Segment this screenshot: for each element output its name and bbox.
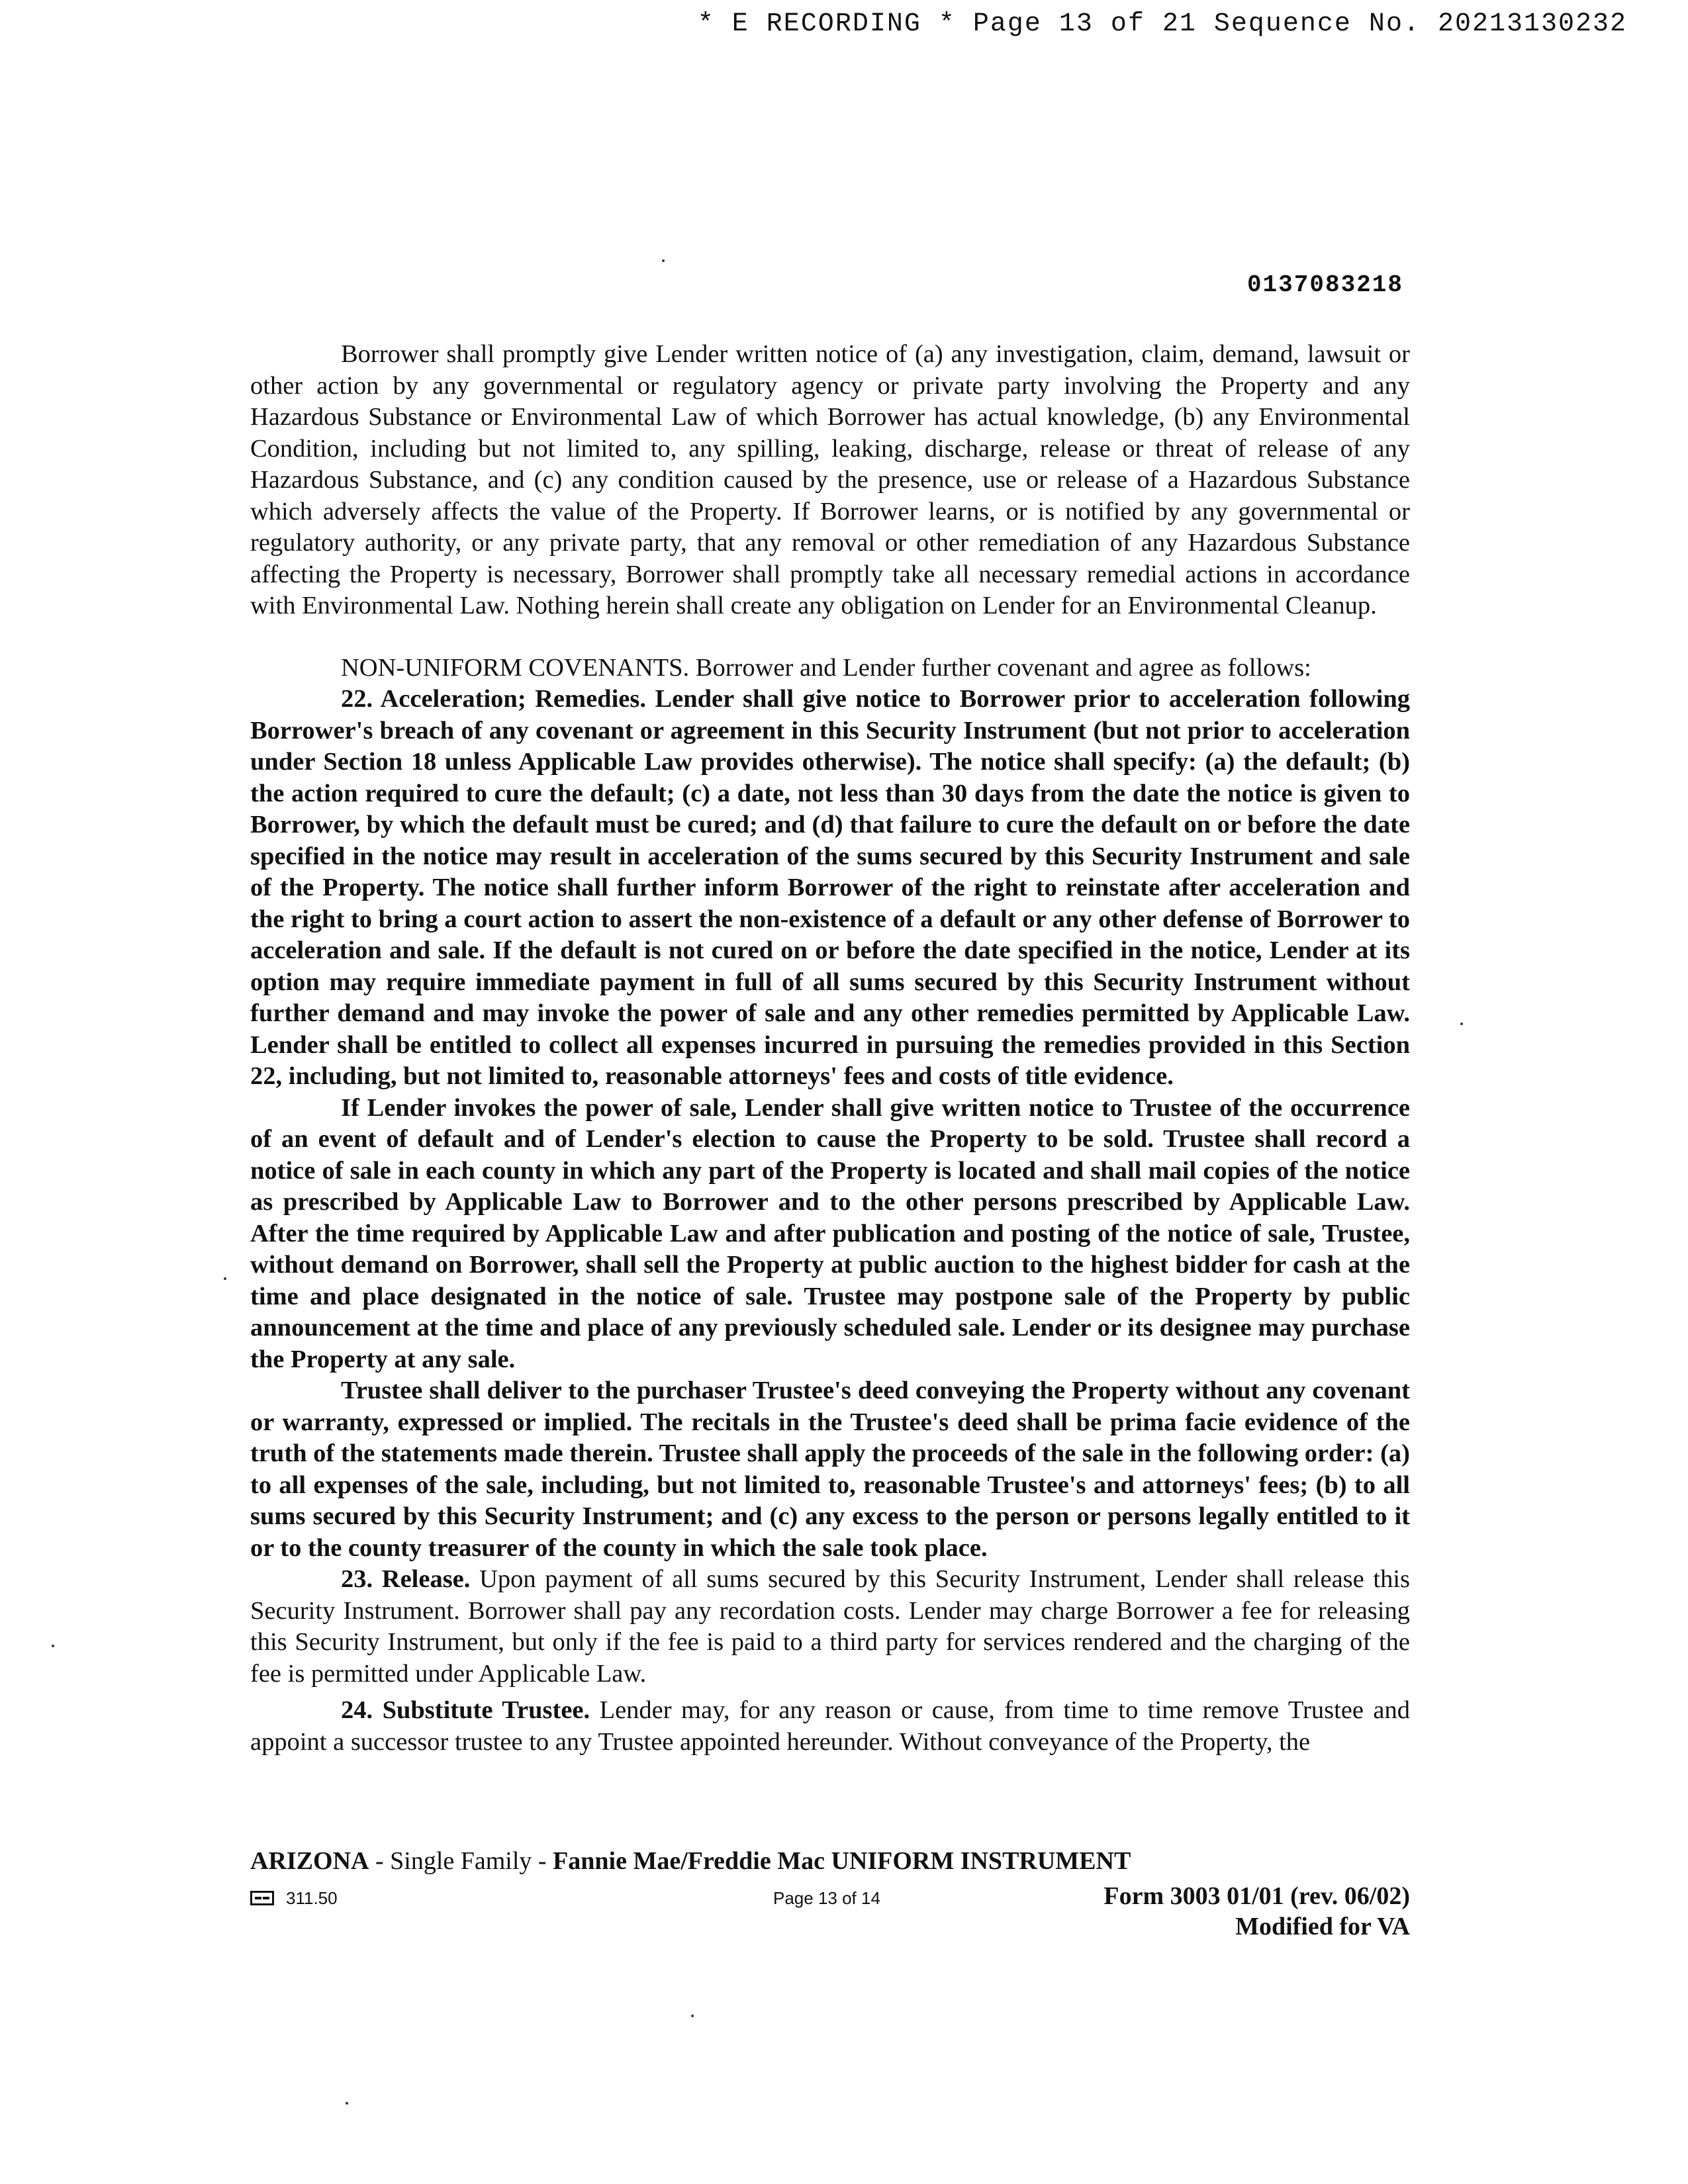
footer-title — [250, 1846, 1410, 1876]
footer-state: ARIZONA — [250, 1847, 369, 1875]
loan-number: 0137083218 — [1246, 271, 1403, 298]
footer-code-text: 311.50 — [286, 1888, 338, 1908]
power-of-sale-paragraph: If Lender invokes the power of sale, Lender shall give written notice to Trustee of the occurrence of an event of default and of Lender's election to cause the Property to be sold. Trustee shall record a notice of sale in each county in which any part of the Property is located and shall mail copies of the notice as prescribed by Applicable Law to Borrower and to the other persons prescribed by Applicable Law. After the time required by Applicable Law and after publication and posting of the notice of sale, Trustee, without demand on Borrower, shall sell the Property at public auction to the highest bidder for cash at the time and place designated in the notice of sale. Trustee may postpone sale of the Property by public announcement at the time and place of any previously scheduled sale. Lender or its designee may purchase the Property at any sale. — [250, 1093, 1410, 1373]
section-23-paragraph — [250, 1564, 1410, 1690]
scan-speck — [662, 259, 665, 262]
section-24-paragraph — [250, 1695, 1410, 1758]
document-body — [250, 339, 1410, 1758]
footer-row — [250, 1878, 1410, 1940]
section-23-body: Upon payment of all sums secured by this Security Instrument, Lender shall release this Security Instrument. Borrower shall pay any recordation costs. Lender may charge Borrower a fee for releasing this Security Instrument, but only if the fee is paid to a third party for services rendered and the charging of the fee is permitted under Applicable Law. — [250, 1565, 1411, 1688]
footer-form-code — [250, 1884, 338, 1913]
section-22-heading: 22. Acceleration; Remedies. — [341, 685, 646, 713]
scan-speck — [52, 1645, 54, 1647]
ellie-mae-logo-icon — [250, 1891, 274, 1905]
scan-speck — [1460, 1023, 1463, 1025]
scan-speck — [346, 2102, 348, 2105]
footer-modified: Modified for VA — [1235, 1913, 1410, 1940]
scan-speck — [224, 1277, 226, 1280]
env-notice-paragraph: Borrower shall promptly give Lender written notice of (a) any investigation, claim, demand, lawsuit or other action by any governmental or regulatory agency or private party involving the Property and any Hazardous Substance or Environmental Law of which Borrower has actual knowledge, (b) any Environmental Condition, including but not limited to, any spilling, leaking, discharge, release or threat of release of any Hazardous Substance, and (c) any condition caused by the presence, use or release of a Hazardous Substance which adversely affects the value of the Property. If Borrower learns, or is notified by any governmental or regulatory authority, or any private party, that any removal or other remediation of any Hazardous Substance affecting the Property is necessary, Borrower shall promptly take all necessary remedial actions in accordance with Environmental Law. Nothing herein shall create any obligation on Lender for an Environmental Cleanup. — [250, 340, 1410, 619]
footer-page-number: Page 13 of 14 — [773, 1888, 880, 1908]
trustee-deed-paragraph: Trustee shall deliver to the purchaser Trustee's deed conveying the Property without any covenant or warranty, expressed or implied. The recitals in the Trustee's deed shall be prima facie evidence of the truth of the statements made therein. Trustee shall apply the proceeds of the sale in the following order: (a) to all expenses of the sale, including, but not limited to, reasonable Trustee's and attorneys' fees; (b) to all sums secured by this Security Instrument; and (c) any excess to the person or persons legally entitled to it or to the county treasurer of the county in which the sale took place. — [250, 1377, 1410, 1562]
footer-agency: Fannie Mae/Freddie Mac UNIFORM INSTRUMENT — [553, 1847, 1131, 1875]
section-23-heading: 23. Release. — [341, 1565, 471, 1593]
section-24-body: Lender may, for any reason or cause, from time to time remove Trustee and appoint a successor trustee to any Trustee appointed hereunder. Without conveyance of the Property, the — [250, 1696, 1410, 1756]
section-24-heading: 24. Substitute Trustee. — [341, 1696, 590, 1724]
section-22-body: Lender shall give notice to Borrower prior to acceleration following Borrower's breach of any covenant or agreement in this Security Instrument (but not prior to acceleration under Section 18 unless Applicable Law provides otherwise). The notice shall specify: (a) the default; (b) the action required to cure the default; (c) a date, not less than 30 days from the date the notice is given to Borrower, by which the default must be cured; and (d) that failure to cure the default on or before the date specified in the notice may result in acceleration of the sums secured by this Security Instrument and sale of the Property. The notice shall further inform Borrower of the right to reinstate after acceleration and the right to bring a court action to assert the non-existence of a default or any other defense of Borrower to acceleration and sale. If the default is not cured on or before the date specified in the notice, Lender at its option may require immediate payment in full of all sums secured by this Security Instrument without further demand and may invoke the power of sale and any other remedies permitted by Applicable Law. Lender shall be entitled to collect all expenses incurred in pursuing the remedies provided in this Section 22, including, but not limited to, reasonable attorneys' fees and costs of title evidence. — [250, 685, 1411, 1090]
section-22-paragraph — [250, 684, 1410, 1093]
footer-form-info — [1103, 1881, 1410, 1942]
non-uniform-covenants-paragraph: NON-UNIFORM COVENANTS. Borrower and Lender further covenant and agree as follows: — [341, 653, 1311, 682]
page-footer — [250, 1846, 1410, 1940]
scan-speck — [691, 2015, 694, 2017]
footer-separator: - Single Family - — [369, 1847, 553, 1875]
footer-form-number: Form 3003 01/01 (rev. 06/02) — [1103, 1882, 1410, 1910]
recording-header: * E RECORDING * Page 13 of 21 Sequence No. 20213130232 — [697, 9, 1627, 39]
